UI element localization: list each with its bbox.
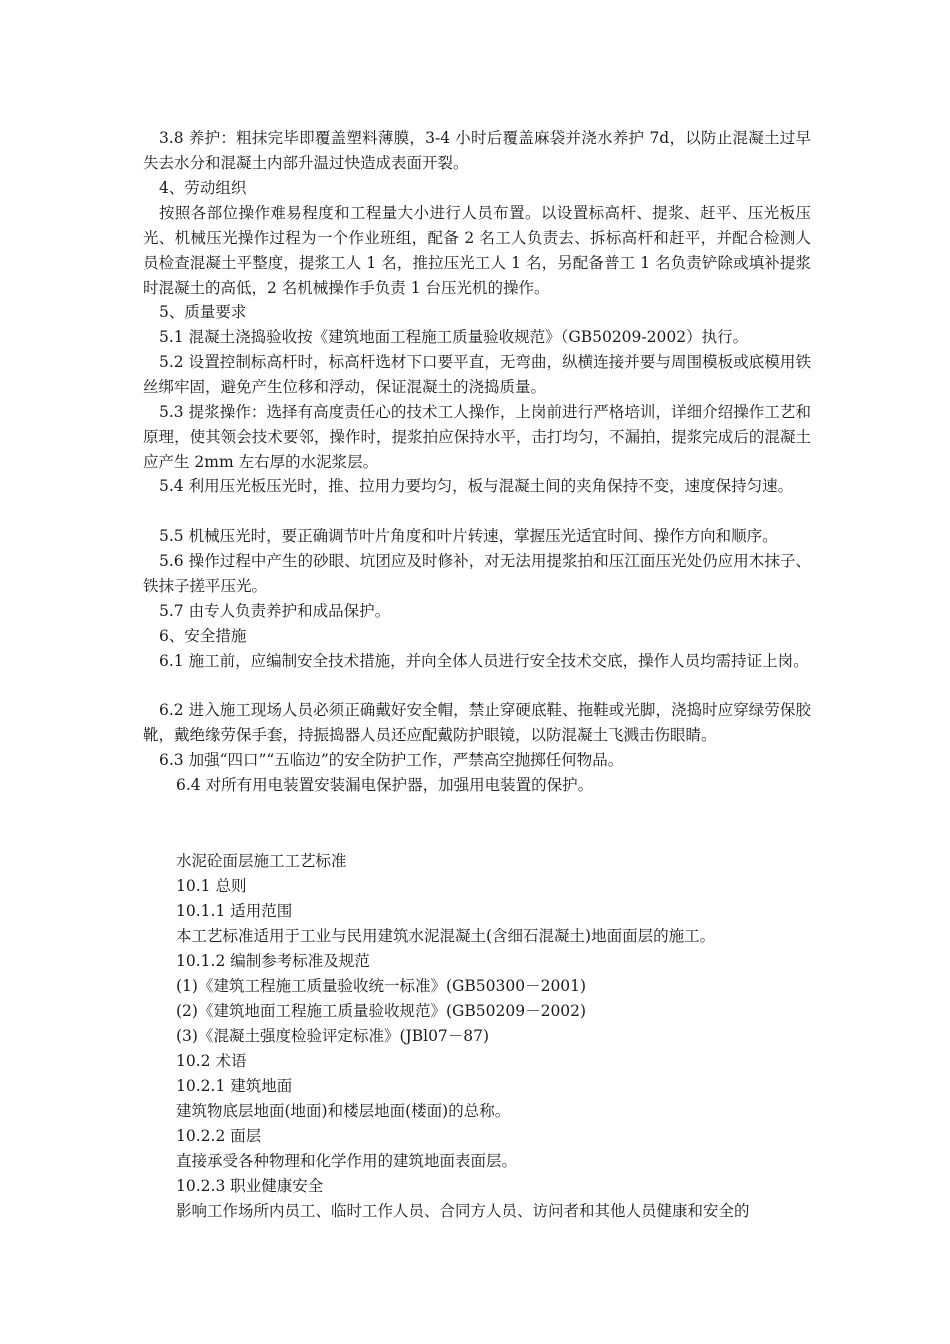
heading-10-1-2: 10.1.2 编制参考标准及规范 — [176, 952, 370, 970]
text-surface-layer: 直接承受各种物理和化学作用的建筑地面表面层。 — [176, 1152, 518, 1170]
text-scope: 本工艺标准适用于工业与民用建筑水泥混凝土(含细石混凝土)地面面层的施工。 — [176, 927, 716, 945]
heading-5: 5、质量要求 — [159, 303, 247, 321]
paragraph-5-2: 5.2 设置控制标高杆时，标高杆选材下口要平直，无弯曲，纵横连接并要与周围模板或底模用铁丝绑牢固，避免产生位移和浮动，保证混凝土的浇捣质量。 — [143, 353, 811, 396]
heading-10-2-3: 10.2.3 职业健康安全 — [176, 1177, 324, 1195]
text-building-floor: 建筑物底层地面(地面)和楼层地面(楼面)的总称。 — [176, 1102, 511, 1120]
paragraph-6-4: 6.4 对所有用电装置安装漏电保护器，加强用电装置的保护。 — [176, 776, 594, 794]
paragraph-5-5: 5.5 机械压光时，要正确调节叶片角度和叶片转速，掌握压光适宜时间、操作方向和顺序。 — [159, 527, 778, 545]
reference-2: (2)《建筑地面工程施工质量验收规范》(GB50209－2002) — [176, 1002, 587, 1020]
heading-10-1-1: 10.1.1 适用范围 — [176, 902, 293, 920]
paragraph-6-2: 6.2 进入施工现场人员必须正确戴好安全帽，禁止穿硬底鞋、拖鞋或光脚，浇捣时应穿绿劳保胶靴，戴绝缘劳保手套，持振捣器人员还应配戴防护眼镜，以防混凝土飞溅击伤眼睛。 — [143, 701, 811, 744]
paragraph-5-6: 5.6 操作过程中产生的砂眼、坑团应及时修补，对无法用提浆拍和压江面压光处仍应用木抹子、铁抹子搓平压光。 — [143, 552, 811, 595]
paragraph-6-3: 6.3 加强“四口”“五临边”的安全防护工作，严禁高空抛掷任何物品。 — [159, 751, 624, 769]
paragraph-5-3: 5.3 提浆操作：选择有高度责任心的技术工人操作，上岗前进行严格培训，详细介绍操作工艺和原理，使其领会技术要邻，操作时，提浆拍应保持水平，击打均匀，不漏拍，提浆完成后的混凝土应产生 2mm 左右厚的水泥浆层。 — [143, 403, 811, 471]
heading-6: 6、安全措施 — [159, 627, 247, 645]
text-occupational-health: 影响工作场所内员工、临时工作人员、合同方人员、访问者和其他人员健康和安全的 — [176, 1202, 750, 1220]
paragraph-3-8: 3.8 养护：粗抹完毕即覆盖塑料薄膜，3-4 小时后覆盖麻袋并浇水养护 7d，以防止混凝土过早失去水分和混凝土内部升温过快造成表面开裂。 — [143, 129, 811, 172]
paragraph-4: 按照各部位操作难易程度和工程量大小进行人员布置。以设置标高杆、提浆、赶平、压光板压光、机械压光操作过程为一个作业班组，配备 2 名工人负责去、拆标高杆和赶平，并配合检测人员检查混凝土平整度，提浆工人 1 名，推拉压光工人 1 名，另配备普工 1 名负责铲除或填补提浆时混凝土的高低，2 名机械操作手负责 1 台压光机的操作。 — [143, 204, 811, 297]
paragraph-5-1: 5.1 混凝土浇捣验收按《建筑地面工程施工质量验收规范》（GB50209-2002）执行。 — [159, 328, 749, 346]
paragraph-6-1: 6.1 施工前，应编制安全技术措施，并向全体人员进行安全技术交底，操作人员均需持证上岗。 — [159, 652, 809, 670]
heading-10-1: 10.1 总则 — [176, 877, 247, 895]
reference-3: (3)《混凝土强度检验评定标准》(JBl07－87) — [176, 1027, 490, 1045]
heading-10-2-1: 10.2.1 建筑地面 — [176, 1077, 293, 1095]
section-title: 水泥砼面层施工工艺标准 — [176, 852, 347, 870]
paragraph-5-7: 5.7 由专人负责养护和成品保护。 — [159, 602, 391, 620]
heading-10-2: 10.2 术语 — [176, 1052, 247, 1070]
heading-4: 4、劳动组织 — [159, 179, 247, 197]
heading-10-2-2: 10.2.2 面层 — [176, 1127, 262, 1145]
reference-1: (1)《建筑工程施工质量验收统一标准》(GB50300－2001) — [176, 977, 587, 995]
paragraph-5-4: 5.4 利用压光板压光时，推、拉用力要均匀，板与混凝土间的夹角保持不变，速度保持匀速。 — [159, 477, 794, 495]
